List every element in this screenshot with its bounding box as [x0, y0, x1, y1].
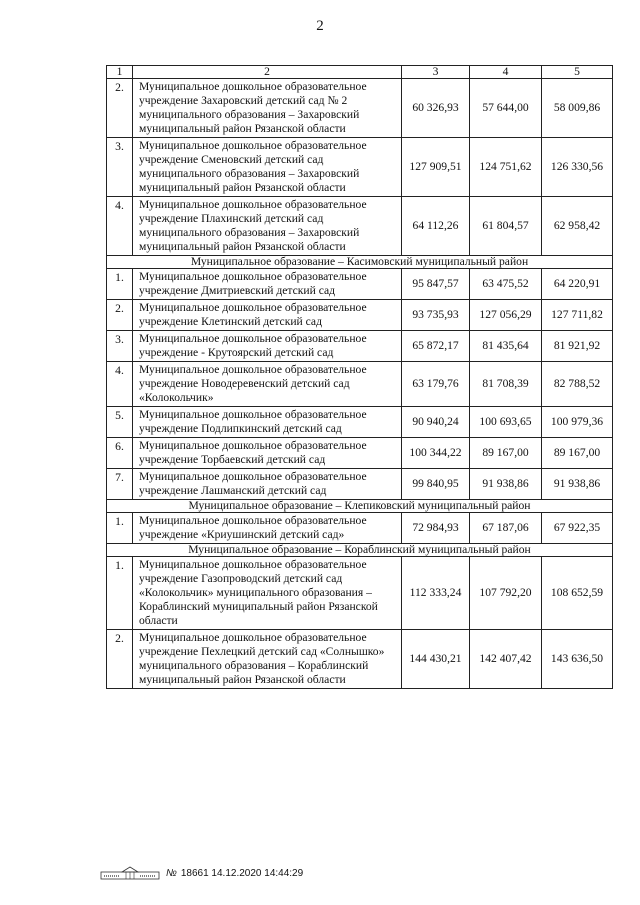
value-col-3: 127 909,51 — [402, 138, 470, 197]
value-col-5: 62 958,42 — [542, 197, 613, 256]
institution-name: Муниципальное дошкольное образовательное учреждение Пехлецкий детский сад «Солнышко» муниципального образования – Кораблинский муниципальный район Рязанской области — [133, 630, 402, 689]
page-number: 2 — [316, 18, 324, 34]
row-number: 7. — [107, 469, 133, 500]
institution-name: Муниципальное дошкольное образовательное учреждение Захаровский детский сад № 2 муниципального образования – Захаровский муниципальный район Рязанской области — [133, 79, 402, 138]
table-row — [107, 513, 613, 544]
institution-name: Муниципальное дошкольное образовательное учреждение Клетинский детский сад — [133, 300, 402, 331]
row-number: 2. — [107, 79, 133, 138]
institution-name: Муниципальное дошкольное образовательное учреждение Подлипкинский детский сад — [133, 407, 402, 438]
table-row — [107, 79, 613, 138]
row-number: 5. — [107, 407, 133, 438]
value-col-5: 67 922,35 — [542, 513, 613, 544]
table-row — [107, 197, 613, 256]
value-col-3: 93 735,93 — [402, 300, 470, 331]
value-col-4: 89 167,00 — [470, 438, 542, 469]
value-col-4: 57 644,00 — [470, 79, 542, 138]
institution-name: Муниципальное дошкольное образовательное учреждение Газопроводский детский сад «Колокольчик» муниципального образования – Кораблинский муниципальный район Рязанской области — [133, 557, 402, 630]
data-table — [106, 65, 613, 689]
value-col-3: 65 872,17 — [402, 331, 470, 362]
row-number: 6. — [107, 438, 133, 469]
institution-name: Муниципальное дошкольное образовательное учреждение Лашманский детский сад — [133, 469, 402, 500]
section-header-row — [107, 256, 613, 269]
institution-name: Муниципальное дошкольное образовательное учреждение Сменовский детский сад муниципального образования – Захаровский муниципальный район Рязанской области — [133, 138, 402, 197]
row-number: 3. — [107, 138, 133, 197]
table-row — [107, 438, 613, 469]
row-number: 2. — [107, 300, 133, 331]
table-body — [107, 66, 613, 689]
value-col-5: 89 167,00 — [542, 438, 613, 469]
table-row — [107, 362, 613, 407]
value-col-4: 63 475,52 — [470, 269, 542, 300]
value-col-3: 90 940,24 — [402, 407, 470, 438]
institution-name: Муниципальное дошкольное образовательное учреждение Плахинский детский сад муниципального образования – Захаровский муниципальный район Рязанской области — [133, 197, 402, 256]
value-col-5: 143 636,50 — [542, 630, 613, 689]
table-row — [107, 331, 613, 362]
section-header-row — [107, 500, 613, 513]
row-number: 1. — [107, 513, 133, 544]
legislation-logo-icon — [100, 865, 160, 881]
table-row — [107, 138, 613, 197]
column-number: 4 — [470, 66, 542, 79]
value-col-3: 100 344,22 — [402, 438, 470, 469]
section-title: Муниципальное образование – Кораблинский муниципальный район — [107, 544, 613, 557]
table-row — [107, 407, 613, 438]
table-row — [107, 557, 613, 630]
column-number: 5 — [542, 66, 613, 79]
value-col-5: 127 711,82 — [542, 300, 613, 331]
section-header-row — [107, 544, 613, 557]
value-col-4: 61 804,57 — [470, 197, 542, 256]
value-col-5: 58 009,86 — [542, 79, 613, 138]
value-col-3: 99 840,95 — [402, 469, 470, 500]
value-col-5: 108 652,59 — [542, 557, 613, 630]
row-number: 1. — [107, 269, 133, 300]
row-number: 1. — [107, 557, 133, 630]
value-col-4: 91 938,86 — [470, 469, 542, 500]
institution-name: Муниципальное дошкольное образовательное учреждение Торбаевский детский сад — [133, 438, 402, 469]
institution-name: Муниципальное дошкольное образовательное учреждение Дмитриевский детский сад — [133, 269, 402, 300]
registration-info: 18661 14.12.2020 14:44:29 — [180, 867, 304, 879]
value-col-4: 67 187,06 — [470, 513, 542, 544]
table-row — [107, 300, 613, 331]
institution-name: Муниципальное дошкольное образовательное учреждение Новодеревенский детский сад «Колокольчик» — [133, 362, 402, 407]
document-footer — [100, 864, 303, 882]
value-col-3: 95 847,57 — [402, 269, 470, 300]
value-col-5: 126 330,56 — [542, 138, 613, 197]
row-number: 3. — [107, 331, 133, 362]
value-col-3: 112 333,24 — [402, 557, 470, 630]
institution-name: Муниципальное дошкольное образовательное учреждение «Криушинский детский сад» — [133, 513, 402, 544]
value-col-5: 100 979,36 — [542, 407, 613, 438]
value-col-3: 63 179,76 — [402, 362, 470, 407]
value-col-4: 100 693,65 — [470, 407, 542, 438]
row-number: 4. — [107, 362, 133, 407]
value-col-3: 60 326,93 — [402, 79, 470, 138]
table-row — [107, 269, 613, 300]
value-col-5: 81 921,92 — [542, 331, 613, 362]
value-col-4: 107 792,20 — [470, 557, 542, 630]
row-number: 4. — [107, 197, 133, 256]
value-col-3: 72 984,93 — [402, 513, 470, 544]
value-col-3: 64 112,26 — [402, 197, 470, 256]
column-number: 3 — [402, 66, 470, 79]
institution-name: Муниципальное дошкольное образовательное учреждение - Крутоярский детский сад — [133, 331, 402, 362]
table-row — [107, 469, 613, 500]
number-sign: № — [166, 867, 177, 879]
value-col-4: 142 407,42 — [470, 630, 542, 689]
value-col-3: 144 430,21 — [402, 630, 470, 689]
value-col-4: 81 708,39 — [470, 362, 542, 407]
table-row — [107, 630, 613, 689]
value-col-5: 82 788,52 — [542, 362, 613, 407]
value-col-5: 64 220,91 — [542, 269, 613, 300]
column-numbers-row — [107, 66, 613, 79]
section-title: Муниципальное образование – Клепиковский муниципальный район — [107, 500, 613, 513]
value-col-4: 127 056,29 — [470, 300, 542, 331]
column-number: 1 — [107, 66, 133, 79]
column-number: 2 — [133, 66, 402, 79]
row-number: 2. — [107, 630, 133, 689]
section-title: Муниципальное образование – Касимовский муниципальный район — [107, 256, 613, 269]
value-col-5: 91 938,86 — [542, 469, 613, 500]
value-col-4: 81 435,64 — [470, 331, 542, 362]
value-col-4: 124 751,62 — [470, 138, 542, 197]
